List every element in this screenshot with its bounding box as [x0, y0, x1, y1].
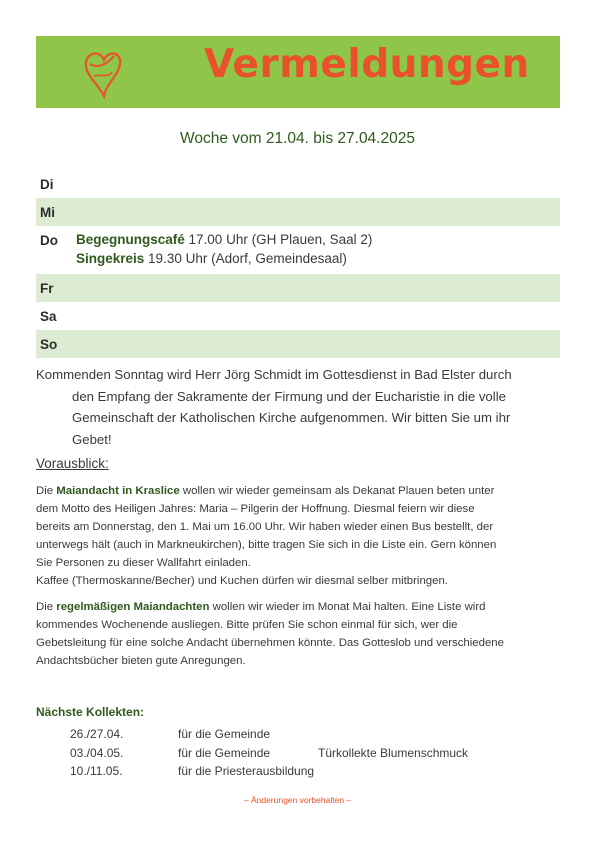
text-line: dem Motto des Heiligen Jahres: Maria – Pilgerin der Hoffnung. Diesmal feiern wir diese: [36, 503, 475, 515]
collections-heading: Nächste Kollekten:: [36, 705, 145, 719]
event-item: [76, 249, 372, 268]
day-row-so: [36, 330, 560, 358]
outlook-heading: Vorausblick:: [36, 456, 109, 471]
collection-date: 03./04.05.: [70, 745, 124, 760]
text-fragment: wollen wir wieder gemeinsam als Dekanat Plauen beten unter: [179, 485, 495, 497]
collection-purpose: für die Gemeinde: [178, 727, 271, 741]
collection-row: [70, 764, 550, 783]
day-row-di: [36, 170, 560, 198]
collection-date: 10./11.05.: [70, 764, 123, 778]
collections-list: [70, 727, 550, 783]
collection-date: 26./27.04.: [70, 727, 124, 741]
day-row-sa: [36, 302, 560, 330]
highlight-text: regelmäßigen Maiandachten: [56, 601, 210, 613]
collection-row: [70, 727, 550, 746]
day-row-fr: [36, 274, 560, 302]
text-fragment: wollen wir wieder im Monat Mai halten. Eine Liste wird: [209, 601, 486, 613]
event-details: 17.00 Uhr (GH Plauen, Saal 2): [184, 232, 373, 247]
text-line: Kommenden Sonntag wird Herr Jörg Schmidt im Gottesdienst in Bad Elster durch: [36, 367, 512, 382]
day-row-do: [36, 226, 560, 274]
text-line: kommendes Wochenende ausliegen. Bitte prüfen Sie schon einmal für sich, wer die: [36, 619, 458, 631]
collection-row: [70, 746, 550, 765]
event-item: [76, 230, 372, 249]
text-fragment: Die: [36, 601, 57, 613]
maiandachten-paragraph: [36, 598, 560, 670]
footer-note: – Änderungen vorbehalten –: [243, 795, 352, 805]
day-label: Mi: [40, 205, 55, 220]
collection-extra: Türkollekte Blumenschmuck: [318, 745, 469, 760]
day-label: Fr: [40, 281, 54, 296]
text-line: Kaffee (Thermoskanne/Becher) und Kuchen dürfen wir diesmal selber mitbringen.: [36, 575, 448, 587]
day-label: Di: [40, 177, 54, 192]
heart-path-logo-icon: [76, 44, 128, 100]
day-row-mi: [36, 198, 560, 226]
day-label: So: [40, 337, 58, 352]
announcement-paragraph: [36, 364, 560, 450]
text-line: unterwegs hält (auch in Markneukirchen), bitte tragen Sie sich in die Liste ein. Gern können: [36, 539, 497, 551]
text-fragment: Die: [36, 485, 57, 497]
week-range: Woche vom 21.04. bis 27.04.2025: [180, 130, 415, 147]
page-title: Vermeldungen: [204, 42, 530, 87]
text-line: Sie Personen zu dieser Wallfahrt einladen.: [36, 557, 251, 569]
maiandacht-kraslice-paragraph: [36, 482, 560, 590]
text-line: Andachtsbücher bieten gute Anregungen.: [36, 655, 246, 667]
text-line: Gebetsleitung für eine solche Andacht übernehmen könnte. Das Gotteslob und verschiedene: [36, 637, 504, 649]
event-details: 19.30 Uhr (Adorf, Gemeindesaal): [144, 251, 347, 266]
event-name: Begegnungscafé: [76, 232, 185, 247]
weekday-schedule: [36, 170, 560, 358]
day-events: [76, 230, 372, 268]
collection-purpose: für die Priesterausbildung: [178, 764, 315, 778]
event-name: Singekreis: [76, 251, 145, 266]
highlight-text: Maiandacht in Kraslice: [56, 485, 180, 497]
text-line: Gemeinschaft der Katholischen Kirche aufgenommen. Wir bitten Sie um ihr: [72, 410, 511, 425]
day-label: Do: [40, 233, 58, 248]
text-line: den Empfang der Sakramente der Firmung und der Eucharistie in die volle: [72, 388, 506, 404]
text-line: bereits am Donnerstag, den 1. Mai um 16.00 Uhr. Wir haben wieder einen Bus bestellt, der: [36, 521, 494, 533]
header-banner: [36, 36, 560, 108]
text-line: Gebet!: [72, 431, 112, 447]
collection-purpose: für die Gemeinde: [178, 745, 271, 760]
day-label: Sa: [40, 309, 57, 324]
